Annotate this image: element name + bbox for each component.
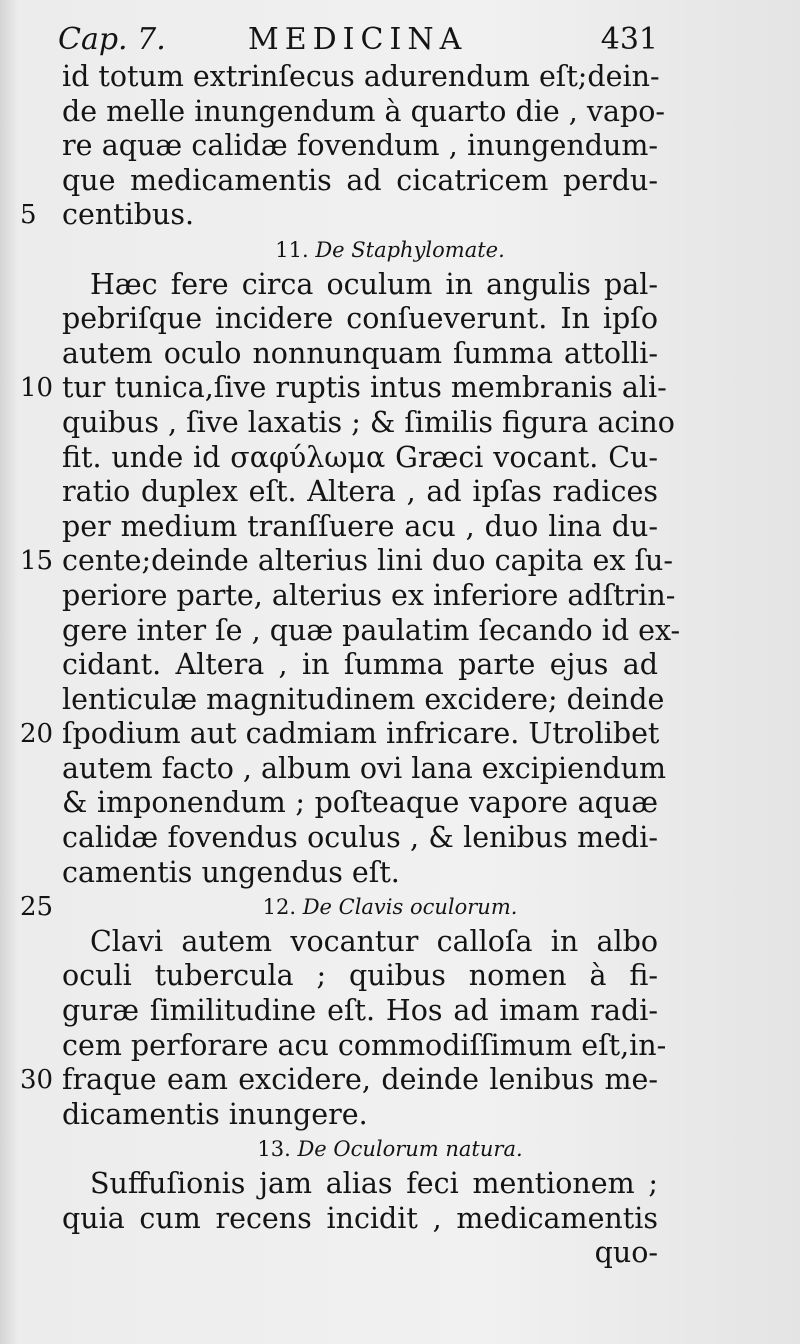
text-line: autem oculo nonnunquam ſumma attolli-	[62, 336, 658, 370]
text-line: autem facto , album ovi lana excipiendum	[62, 751, 666, 785]
text-line: re aquæ calidæ fovendum , inungendum-	[62, 129, 658, 163]
section-number: 12.	[262, 895, 296, 920]
text-line: dicamentis inungere.	[62, 1097, 368, 1131]
page-body	[20, 60, 681, 1271]
text-line: Clavi autem vocantur calloſa in albo	[90, 924, 658, 958]
section-title: De Staphylomate.	[315, 237, 505, 262]
text-line: lenticulæ magnitudinem excidere; deinde	[62, 682, 665, 716]
text-line: que medicamentis ad cicatricem perdu-	[62, 163, 658, 197]
line-number: 20	[20, 719, 54, 750]
section-heading	[20, 890, 658, 925]
text-line: oculi tubercula ; quibus nomen à fi-	[62, 959, 658, 993]
text-line-numbered	[20, 198, 658, 233]
line-number: 10	[20, 373, 54, 404]
section-number: 13.	[257, 1137, 291, 1162]
text-line: Suffuſionis jam alias feci mentionem ;	[90, 1167, 658, 1200]
text-line: calidæ fovendus oculus , & lenibus medi-	[62, 821, 658, 855]
chapter-label: Cap. 7.	[58, 22, 166, 57]
text-line: cente;deinde alterius lini duo capita ex ſu-	[62, 544, 673, 578]
text-line: guræ ſimilitudine eſt. Hos ad imam radi-	[62, 994, 658, 1028]
text-line: fit. unde id σαφύλωμα Græci vocant. Cu-	[62, 440, 658, 474]
text-line: de melle inungendum à quarto die , vapo-	[62, 94, 666, 128]
text-line: camentis ungendus eſt.	[62, 855, 400, 889]
text-line: centibus.	[62, 198, 195, 232]
text-line: cidant. Altera , in ſumma parte ejus ad	[62, 648, 658, 682]
section-title: De Clavis oculorum.	[302, 895, 518, 920]
text-line-numbered	[20, 1063, 658, 1098]
section-heading	[62, 1132, 658, 1167]
line-number: 5	[20, 200, 37, 231]
section-number: 11.	[275, 237, 309, 262]
text-line: id totum extrinſecus adurendum eſt;dein-	[62, 60, 660, 93]
running-header	[58, 22, 658, 62]
text-line: periore parte, alterius ex inferiore adſtrin-	[62, 578, 676, 612]
text-line: ſpodium aut cadmiam infricare. Utrolibet	[62, 717, 660, 751]
text-line: ratio duplex eſt. Altera , ad ipſas radices	[62, 475, 658, 509]
line-number: 30	[20, 1065, 54, 1096]
line-number: 15	[20, 546, 54, 577]
text-line: per medium tranſſuere acu , duo lina du-	[62, 509, 658, 543]
section-heading	[62, 233, 658, 268]
text-line: gere inter ſe , quæ paulatim ſecando id ex-	[62, 613, 681, 647]
text-line-numbered	[20, 717, 660, 752]
text-line: tur tunica,ſive ruptis intus membranis ali-	[62, 371, 667, 405]
page-number: 431	[600, 22, 658, 57]
text-line: & imponendum ; poſteaque vapore aquæ	[62, 786, 658, 820]
running-title: MEDICINA	[248, 22, 468, 57]
section-title: De Oculorum natura.	[297, 1137, 523, 1162]
text-line: cem perforare acu commodiſſimum eſt,in-	[62, 1028, 667, 1062]
text-line: quia cum recens incidit , medicamentis	[62, 1201, 658, 1235]
line-number: 25	[20, 892, 54, 923]
text-line: Hæc fere circa oculum in angulis pal-	[90, 267, 658, 301]
catchword: quo-	[594, 1236, 658, 1270]
text-line-numbered	[20, 371, 667, 406]
text-line-numbered	[20, 544, 673, 579]
text-line: quibus , ſive laxatis ; & ſimilis figura acino	[62, 405, 675, 439]
text-line: pebriſque incidere conſueverunt. In ipſo	[62, 302, 658, 336]
text-line: fraque eam excidere, deinde lenibus me-	[62, 1063, 658, 1097]
